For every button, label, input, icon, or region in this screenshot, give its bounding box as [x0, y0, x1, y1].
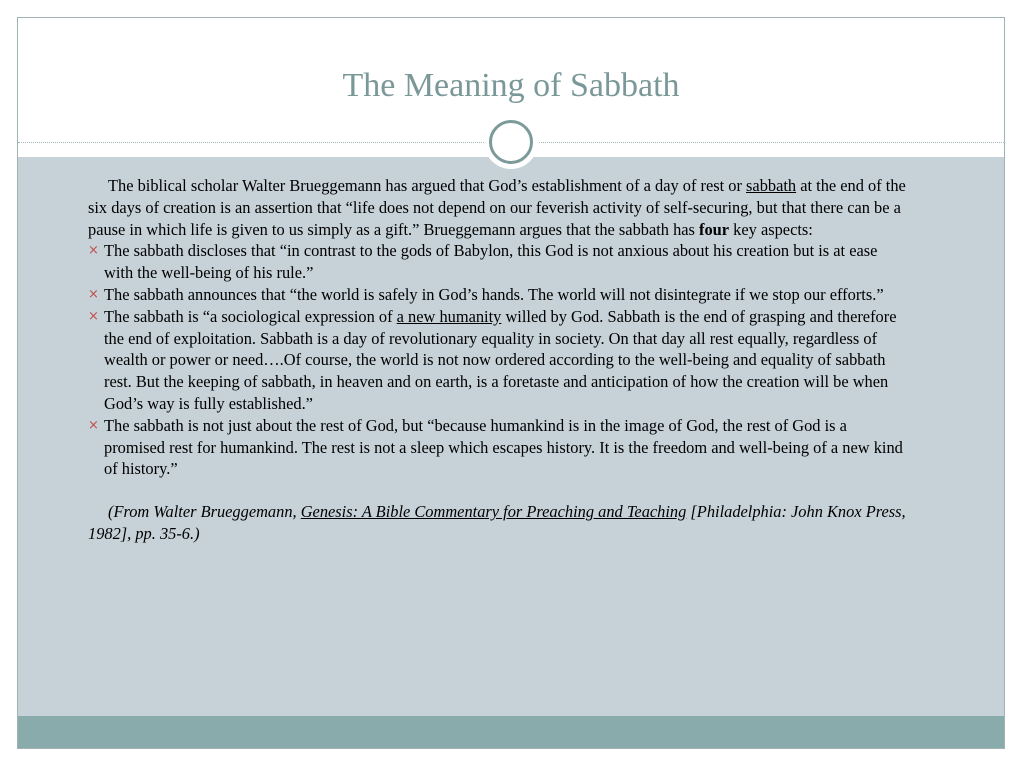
circle-ornament-icon [484, 115, 538, 169]
sabbath-link[interactable]: sabbath [746, 176, 797, 195]
list-item-text: The sabbath discloses that “in contrast to the gods of Babylon, this God is not anxious about his creation but is at ease with the well-being of his rule.” [104, 241, 878, 283]
citation [88, 501, 908, 545]
x-mark-icon: × [88, 308, 99, 324]
intro-bold-four: four [699, 219, 730, 239]
citation-suffix: [Philadelphia: John Knox Press, 1982], pp. 35-6.) [88, 502, 906, 543]
new-humanity-link[interactable]: a new humanity [396, 306, 502, 326]
intro-text-1: The biblical scholar Walter Brueggemann has argued that God’s establishment of a day of rest or [108, 176, 747, 195]
aspects-list [88, 240, 908, 480]
list-item [88, 415, 908, 480]
list-item-text: The sabbath is not just about the rest of God, but “because humankind is in the image of God, the rest of God is a promised rest for humankind. The rest is not a sleep which escapes history. It is the freedom and well-being of a new kind of history.” [104, 415, 903, 479]
citation-prefix: (From Walter Brueggemann, [108, 502, 301, 522]
footer-band [18, 716, 1004, 749]
slide-body [88, 175, 908, 545]
list-item-text: The sabbath announces that “the world is safely in God’s hands. The world will not disintegrate if we stop our efforts.” [104, 284, 884, 304]
list-item [88, 284, 908, 306]
list-item-text-after: willed by God. Sabbath is the end of grasping and therefore the end of exploitation. Sabbath is a day of revolutionary equality in society. On that day all rest equally, regardless of wealth or power or need….Of course, the world is not now ordered according to the well-being and equality of sabbath rest. But the keeping of sabbath, in heaven and on earth, is a foretaste and anticipation of how the creation will be when God’s way is fully established.” [104, 306, 897, 413]
x-mark-icon: × [88, 417, 99, 433]
list-item [88, 306, 908, 415]
list-item [88, 240, 908, 284]
circle-ring [489, 120, 533, 164]
intro-paragraph [88, 175, 908, 240]
list-item-text-before: The sabbath is “a sociological expression of [104, 306, 397, 326]
intro-text-2: at the end of the six days of creation is an assertion that “life does not depend on our feverish activity of self-securing, but that there can be a pause in which life is given to us simply as a gift.” Brueggemann argues that the sabbath has [88, 176, 906, 239]
intro-text-3: key aspects: [729, 219, 813, 239]
book-title-link[interactable]: Genesis: A Bible Commentary for Preaching and Teaching [300, 502, 687, 522]
x-mark-icon: × [88, 243, 99, 259]
slide-title: The Meaning of Sabbath [342, 67, 680, 104]
x-mark-icon: × [88, 286, 99, 302]
